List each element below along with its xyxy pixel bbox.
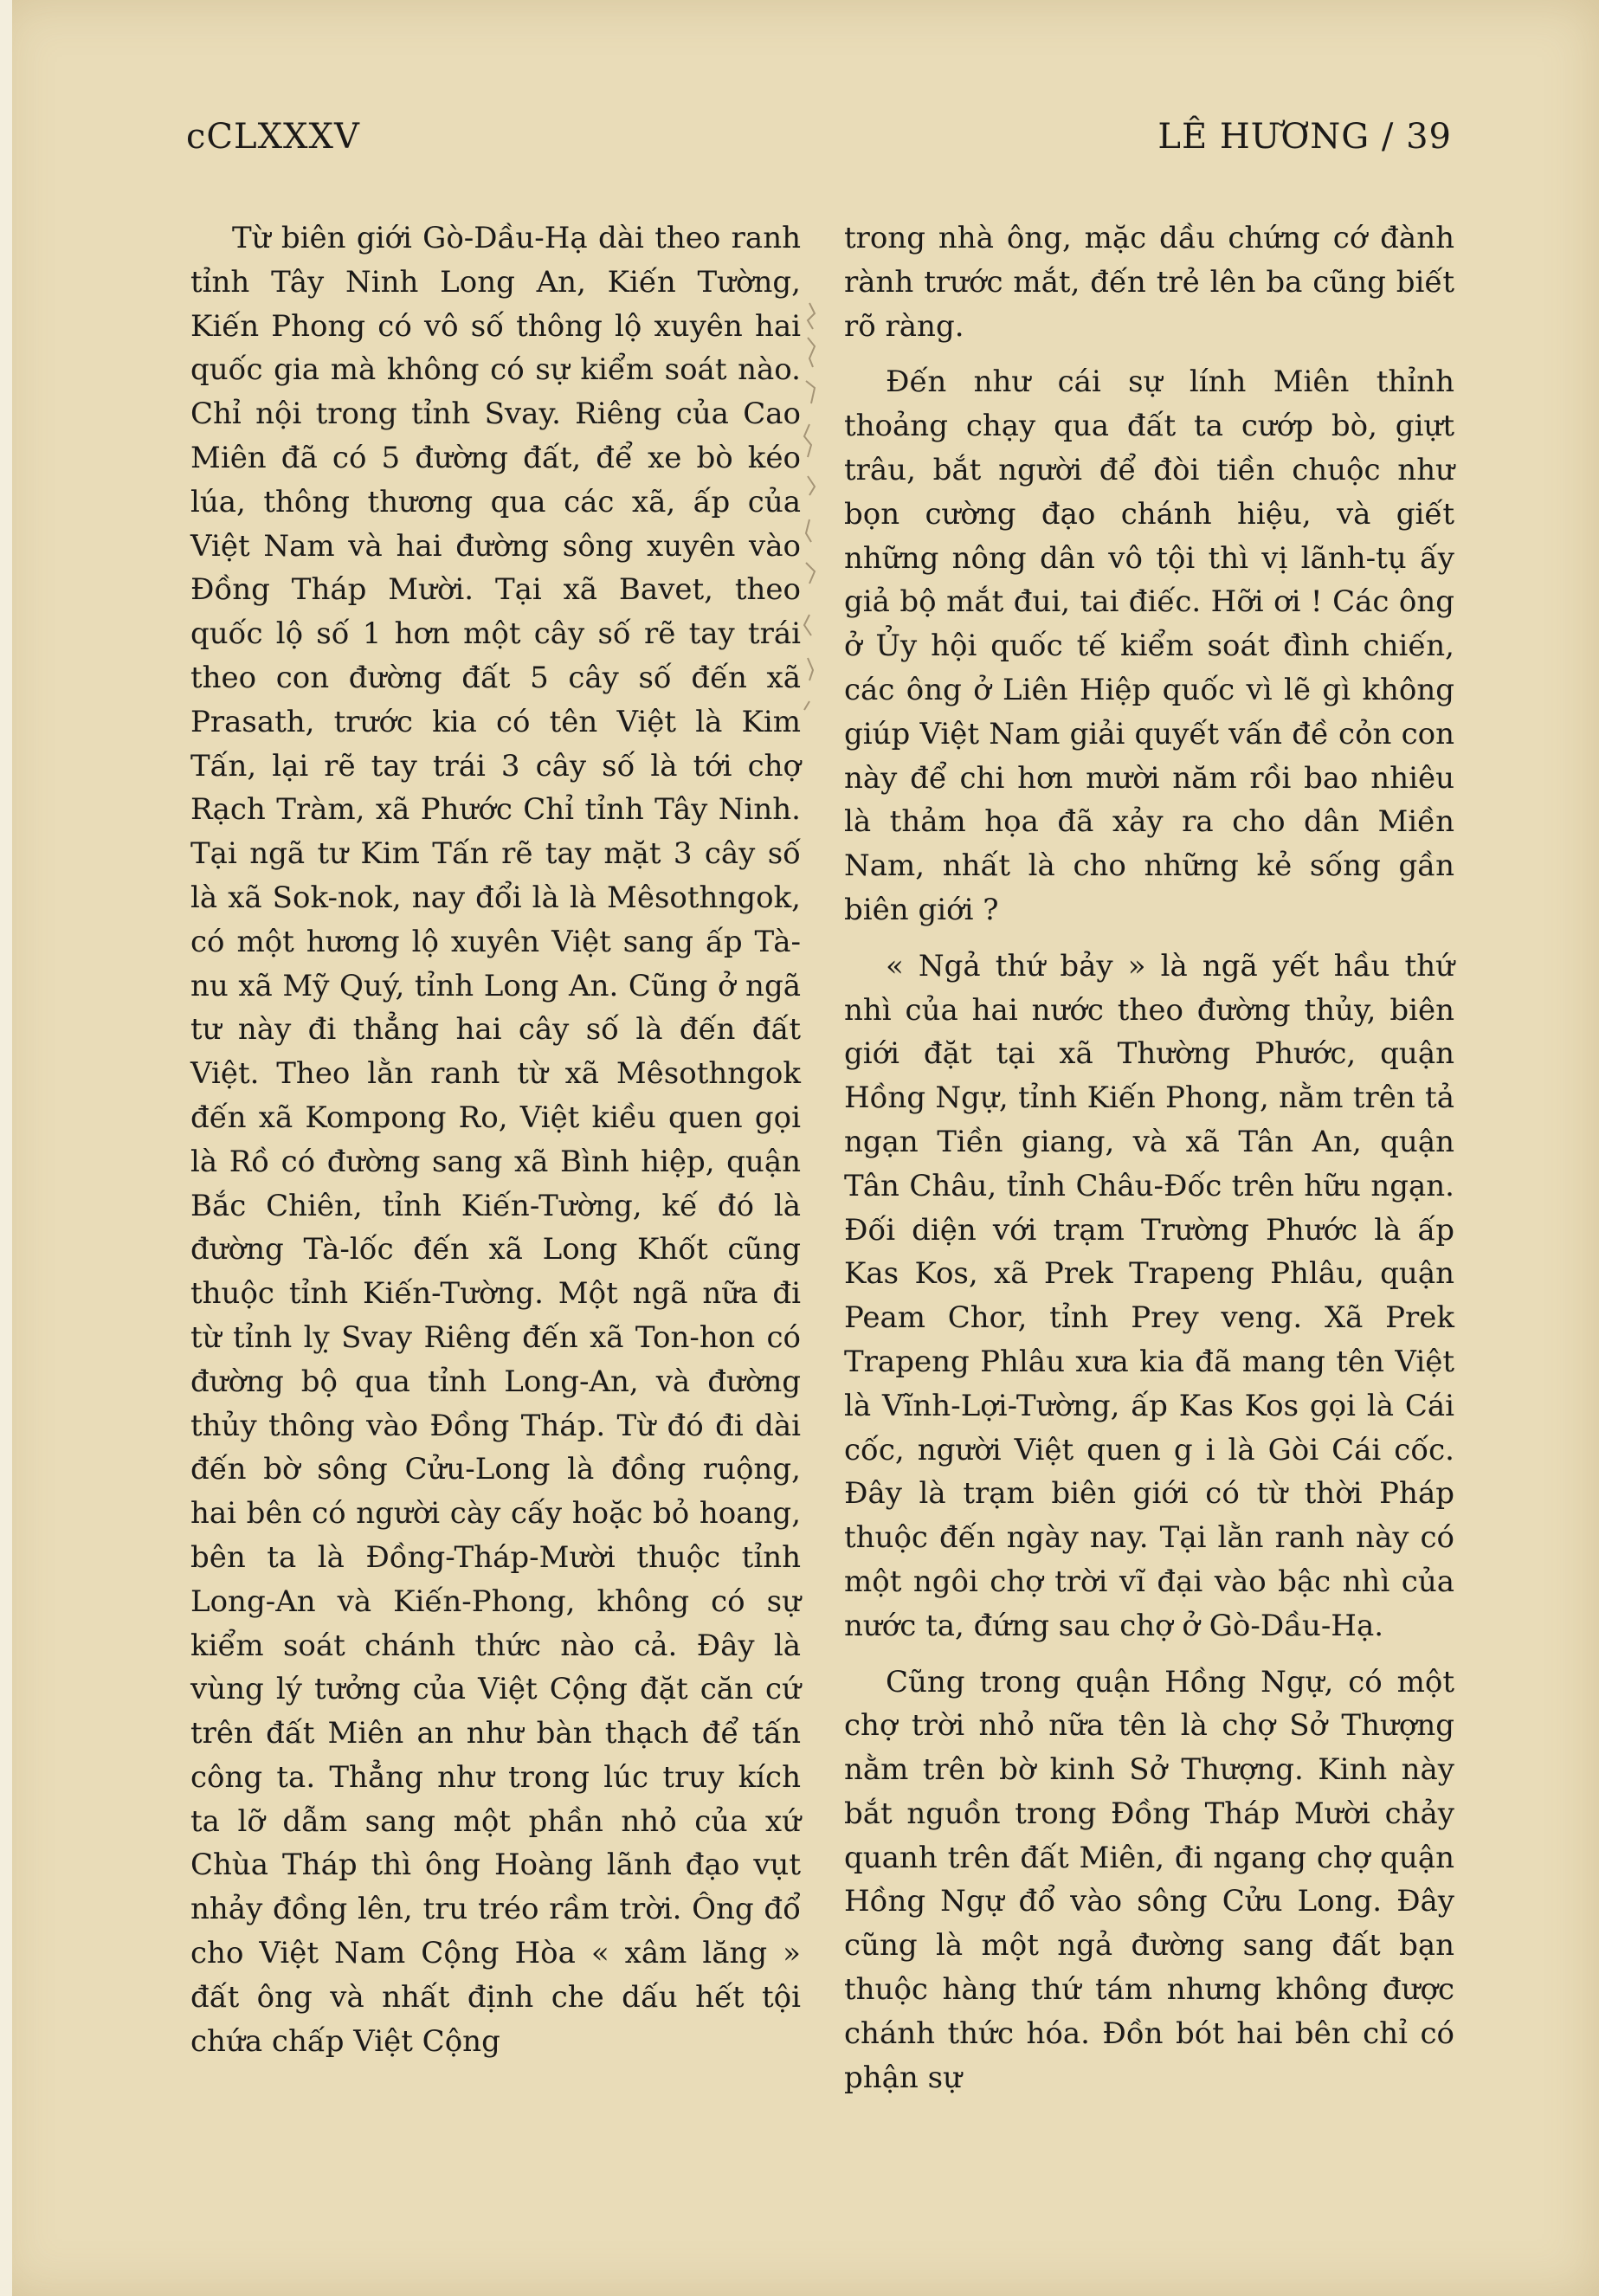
paragraph: Từ biên giới Gò-Dầu-Hạ dài theo ranh tỉnh Tây Ninh Long An, Kiến Tường, Kiến Phong có vô số thông lộ xuyên hai quốc gia mà không có sự kiểm soát nào. Chỉ nội trong tỉnh Svay. Riêng của Cao Miên đã có 5 đường đất, để xe bò kéo lúa, thông thương qua các xã, ấp của Việt Nam và hai đường sông xuyên vào Đồng Tháp Mười. Tại xã Bavet, theo quốc lộ số 1 hơn một cây số rẽ tay trái theo con đường đất 5 cây số đến xã Prasath, trước kia có tên Việt là Kim Tấn, lại rẽ tay trái 3 cây số là tới chợ Rạch Tràm, xã Phước Chỉ tỉnh Tây Ninh. Tại ngã tư Kim Tấn rẽ tay mặt 3 cây số là xã Sok-nok, nay đổi là là Mêsothngok, có một hương lộ xuyên Việt sang ấp Tà-nu xã Mỹ Quý, tỉnh Long An. Cũng ở ngã tư này đi thẳng hai cây số là đến đất Việt. Theo lằn ranh từ xã Mêsothngok đến xã Kompong Ro, Việt kiều quen gọi là Rồ có đường sang xã Bình hiệp, quận Bắc Chiên, tỉnh Kiến-Tường, kế đó là đường Tà-lốc đến xã Long Khốt cũng thuộc tỉnh Kiến-Tường. Một ngã nữa đi từ tỉnh lỵ Svay Riêng đến xã Ton-hon có đường bộ qua tỉnh Long-An, và đường thủy thông vào Đồng Tháp. Từ đó đi dài đến bờ sông Cửu-Long là đồng ruộng, hai bên có người cày cấy hoặc bỏ hoang, bên ta là Đồng-Tháp-Mười thuộc tỉnh Long-An và Kiến-Phong, không có sự kiểm soát chánh thức nào cả. Đây là vùng lý tưởng của Việt Cộng đặt căn cứ trên đất Miên an như bàn thạch để tấn công ta. Thẳng như trong lúc truy kích ta lỡ dẫm sang một phần nhỏ của xứ Chùa Tháp thì ông Hoàng lãnh đạo vụt nhảy đồng lên, tru tréo rầm trời. Ông đổ cho Việt Nam Cộng Hòa « xâm lăng » đất ông và nhất định che dấu hết tội chứa chấp Việt Cộng xyxy=(190,221,801,2059)
paragraph: Đến như cái sự lính Miên thỉnh thoảng chạy qua đất ta cướp bò, giựt trâu, bắt người để đòi tiền chuộc như bọn cường đạo chánh hiệu, và giết những nông dân vô tội thì vị lãnh-tụ ấy giả bộ mắt đui, tai điếc. Hỡi ơi ! Các ông ở Ủy hội quốc tế kiểm soát đình chiến, các ông ở Liên Hiệp quốc vì lẽ gì không giúp Việt Nam giải quyết vấn đề cỏn con này để chi hơn mười năm rồi bao nhiêu là thảm họa đã xảy ra cho dân Miền Nam, nhất là cho những kẻ sống gần biên giới ? xyxy=(844,364,1454,927)
left-text-column xyxy=(190,216,801,2063)
paragraph-continuation: trong nhà ông, mặc dầu chứng cớ đành rành trước mắt, đến trẻ lên ba cũng biết rõ ràng. xyxy=(844,221,1454,344)
page-section-number: cCLXXXV xyxy=(186,117,360,157)
right-text-column xyxy=(844,216,1454,2099)
running-header-author-page: LÊ HƯƠNG / 39 xyxy=(1157,117,1452,157)
paragraph: Cũng trong quận Hồng Ngự, có một chợ trời nhỏ nữa tên là chợ Sở Thượng nằm trên bờ kinh Sở Thượng. Kinh này bắt nguồn trong Đồng Tháp Mười chảy quanh trên đất Miên, đi ngang chợ quận Hồng Ngự đổ vào sông Cửu Long. Đây cũng là một ngả đường sang đất bạn thuộc hàng thứ tám nhưng không được chánh thức hóa. Đồn bót hai bên chỉ có phận sự xyxy=(844,1664,1454,2095)
paragraph: « Ngả thứ bảy » là ngã yết hầu thứ nhì của hai nước theo đường thủy, biên giới đặt tại xã Thường Phước, quận Hồng Ngự, tỉnh Kiến Phong, nằm trên tả ngạn Tiền giang, và xã Tân An, quận Tân Châu, tỉnh Châu-Đốc trên hữu ngạn. Đối diện với trạm Trường Phước là ấp Kas Kos, xã Prek Trapeng Phlâu, quận Peam Chor, tỉnh Prey veng. Xã Prek Trapeng Phlâu xưa kia đã mang tên Việt là Vĩnh-Lợi-Tường, ấp Kas Kos gọi là Cái cốc, người Việt quen g i là Gòi Cái cốc. Đây là trạm biên giới có từ thời Pháp thuộc đến ngày nay. Tại lằn ranh này có một ngôi chợ trời vĩ đại vào bậc nhì của nước ta, đứng sau chợ ở Gò-Dầu-Hạ. xyxy=(844,948,1454,1643)
page-edge xyxy=(0,0,12,2296)
